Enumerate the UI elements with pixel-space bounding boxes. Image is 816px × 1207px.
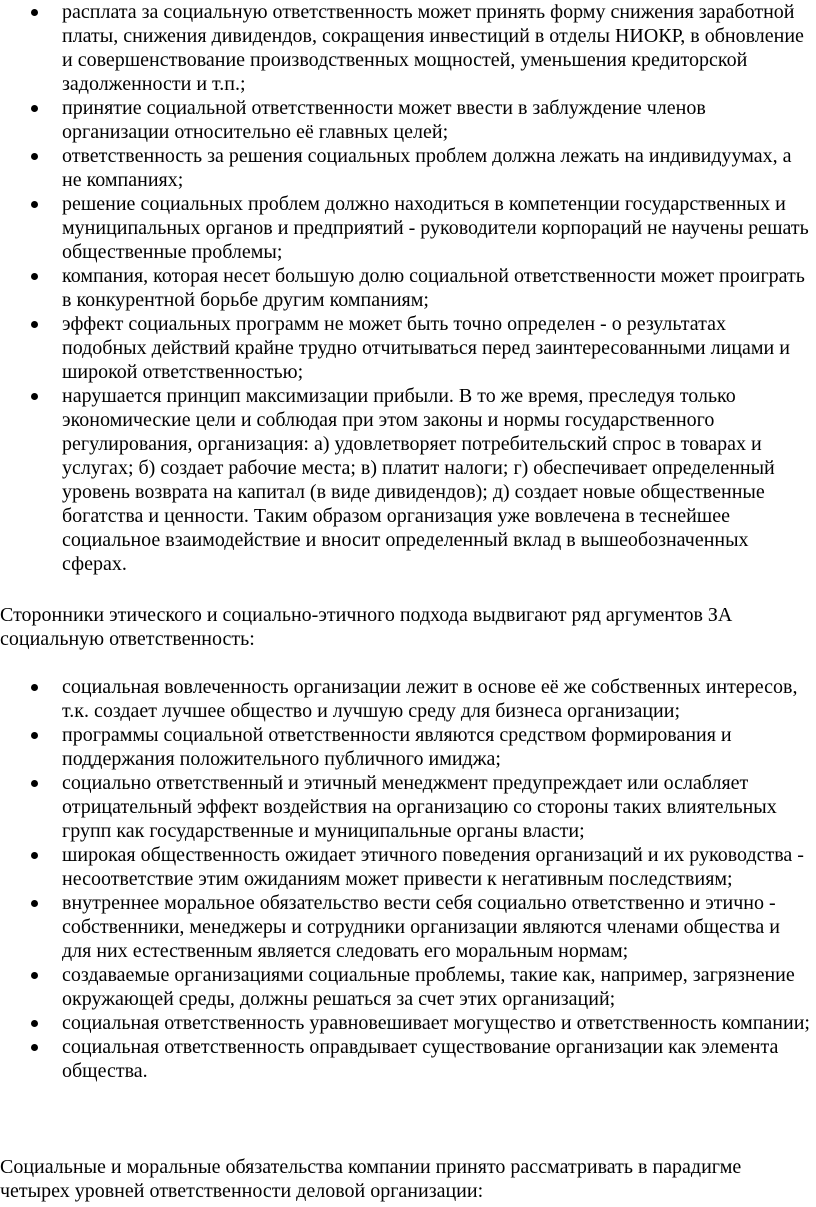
list-item: решение социальных проблем должно находиться в компетенции государственных и муниципальных органов и предприятий - руководители корпораций не научены решать общественные проблемы;	[0, 192, 816, 264]
body-paragraph: Социальные и моральные обязательства компании принято рассматривать в парадигме четырех уровней ответственности деловой организации:	[0, 1156, 742, 1202]
list-item: создаваемые организациями социальные проблемы, такие как, например, загрязнение окружающей среды, должны решаться за счет этих организаций;	[0, 963, 816, 1011]
list-item: программы социальной ответственности являются средством формирования и поддержания положительного публичного имиджа;	[0, 723, 816, 771]
list-item: широкая общественность ожидает этичного поведения организаций и их руководства - несоответствие этим ожиданиям может привести к негативным последствиям;	[0, 843, 816, 891]
list-item: социально ответственный и этичный менеджмент предупреждает или ослабляет отрицательный эффект воздействия на организацию со стороны таких влиятельных групп как государственные и муниципальные органы власти;	[0, 771, 816, 843]
list-item: нарушается принцип максимизации прибыли. В то же время, преследуя только экономические цели и соблюдая при этом законы и нормы государственного регулирования, организация: а) удовлетворяет потребительский спрос в товарах и услугах; б) создает рабочие места; в) платит налоги; г) обеспечивает определенный уровень возврата на капитал (в виде дивидендов); д) создает новые общественные богатства и ценности. Таким образом организация уже вовлечена в теснейшее социальное взаимодействие и вносит определенный вклад в вышеобозначенных сферах.	[0, 384, 816, 576]
list-item: компания, которая несет большую долю социальной ответственности может проиграть в конкурентной борьбе другим компаниям;	[0, 264, 816, 312]
list-item: эффект социальных программ не может быть точно определен - о результатах подобных действий крайне трудно отчитываться перед заинтересованными лицами и широкой ответственностью;	[0, 312, 816, 384]
body-paragraph: Сторонники этического и социально-этичного подхода выдвигают ряд аргументов ЗА социальную ответственность:	[0, 604, 733, 650]
list-item: социальная ответственность уравновешивает могущество и ответственность компании;	[0, 1011, 816, 1035]
arguments-for-list	[0, 675, 816, 1083]
list-item: внутреннее моральное обязательство вести себя социально ответственно и этично - собственники, менеджеры и сотрудники организации являются членами общества и для них естественным является следовать его моральным нормам;	[0, 891, 816, 963]
list-item: расплата за социальную ответственность может принять форму снижения заработной платы, снижения дивидендов, сокращения инвестиций в отделы НИОКР, в обновление и совершенствование производственных мощностей, уменьшения кредиторской задолженности и т.п.;	[0, 0, 816, 96]
arguments-against-list	[0, 0, 816, 576]
list-item: принятие социальной ответственности может ввести в заблуждение членов организации относительно её главных целей;	[0, 96, 816, 144]
list-item: социальная вовлеченность организации лежит в основе её же собственных интересов, т.к. создает лучшее общество и лучшую среду для бизнеса организации;	[0, 675, 816, 723]
list-item: социальная ответственность оправдывает существование организации как элемента общества.	[0, 1035, 816, 1083]
list-item: ответственность за решения социальных проблем должна лежать на индивидуумах, а не компаниях;	[0, 144, 816, 192]
